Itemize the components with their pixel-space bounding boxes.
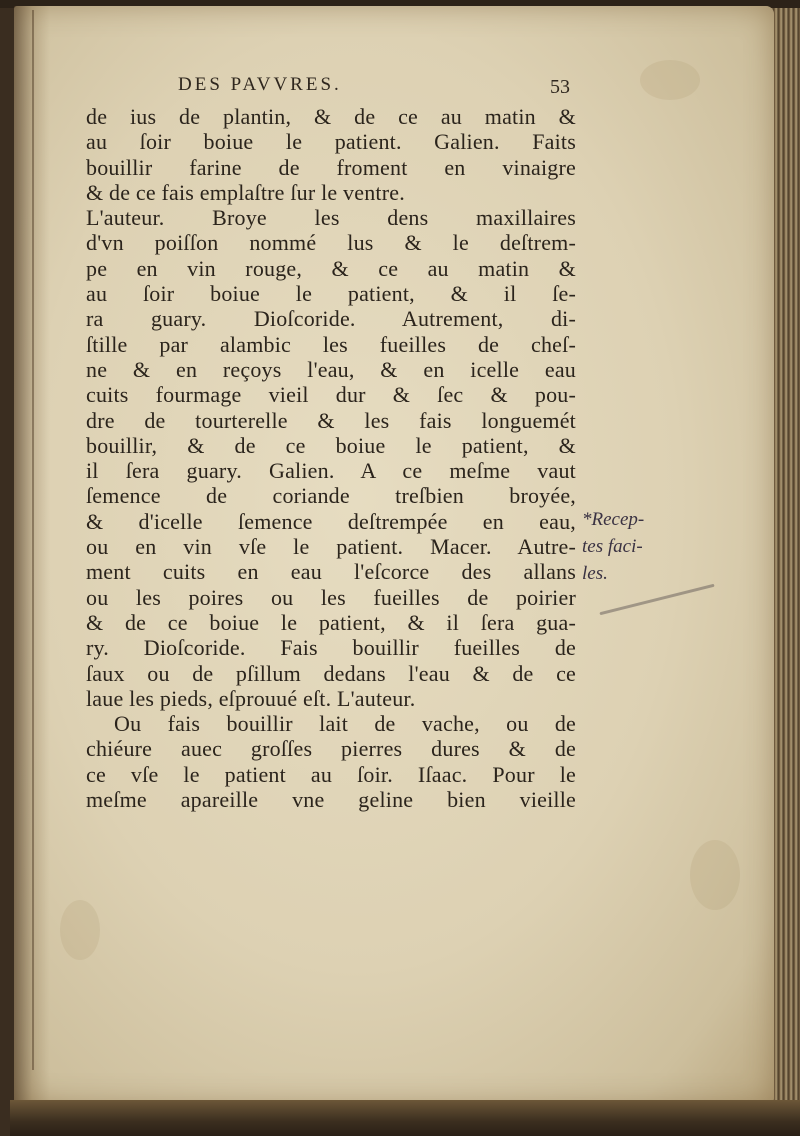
marginal-note-line: les.: [582, 563, 608, 584]
text-line: ce vſe le patient au ſoir. Iſaac. Pour le: [86, 761, 576, 787]
text-line: & d'icelle ſemence deſtrempée en eau,: [86, 508, 576, 534]
text-line: & de ce fais emplaſtre ſur le ventre.: [86, 179, 405, 205]
text-line: il ſera guary. Galien. A ce meſme vaut: [86, 458, 576, 484]
text-line: de ius de plantin, & de ce au matin &: [86, 104, 576, 129]
text-line: chiéure auec groſſes pierres dures & de: [86, 736, 576, 762]
paper-stain: [640, 60, 700, 100]
running-head: [86, 74, 576, 104]
text-line: & de ce boiue le patient, & il ſera gua-: [86, 609, 576, 635]
marginal-note-line: *Recep-: [582, 509, 645, 530]
text-line: Ou fais bouillir lait de vache, ou de: [114, 711, 576, 737]
text-line: ſemence de coriande treſbien broyée,: [86, 483, 576, 509]
text-line: laue les pieds, eſprouué eſt. L'auteur.: [86, 685, 416, 711]
text-line: bouillir, & de ce boiue le patient, &: [86, 432, 576, 458]
bottom-edge: [10, 1100, 800, 1136]
text-line: pe en vin rouge, & ce au matin &: [86, 255, 576, 281]
marginal-note: [582, 506, 692, 587]
running-head-title: DES PAVVRES.: [178, 74, 342, 95]
text-column: [86, 74, 576, 812]
text-line: ou en vin vſe le patient. Macer. Autre-: [86, 534, 576, 560]
text-line: L'auteur. Broye les dens maxillaires: [86, 205, 576, 231]
marginal-note-line: tes faci-: [582, 536, 643, 557]
text-line: dre de tourterelle & les fais longuemét: [86, 407, 576, 433]
text-line: cuits fourmage vieil dur & ſec & pou-: [86, 382, 576, 408]
text-line: ſaux ou de pſillum dedans l'eau & de ce: [86, 660, 576, 686]
text-line: ou les poires ou les fueilles de poirier: [86, 584, 576, 610]
text-line: ra guary. Dioſcoride. Autrement, di-: [86, 306, 576, 332]
page-number: 53: [550, 76, 570, 98]
text-line: ne & en reçoys l'eau, & en icelle eau: [86, 356, 576, 382]
text-line: ſtille par alambic les fueilles de cheſ-: [86, 331, 576, 357]
paper-stain: [690, 840, 740, 910]
text-line: au ſoir boiue le patient. Galien. Faits: [86, 129, 576, 155]
text-line: ry. Dioſcoride. Fais bouillir fueilles de: [86, 635, 576, 661]
binding-fold-line: [32, 10, 34, 1070]
text-line: au ſoir boiue le patient, & il ſe-: [86, 281, 576, 307]
text-line: bouillir farine de froment en vinaigre: [86, 154, 576, 180]
text-line: ment cuits en eau l'eſcorce des allans: [86, 559, 576, 585]
text-line: d'vn poiſſon nommé lus & le deſtrem-: [86, 230, 576, 256]
text-line: meſme apareille vne geline bien vieille: [86, 787, 576, 813]
paper-stain: [60, 900, 100, 960]
